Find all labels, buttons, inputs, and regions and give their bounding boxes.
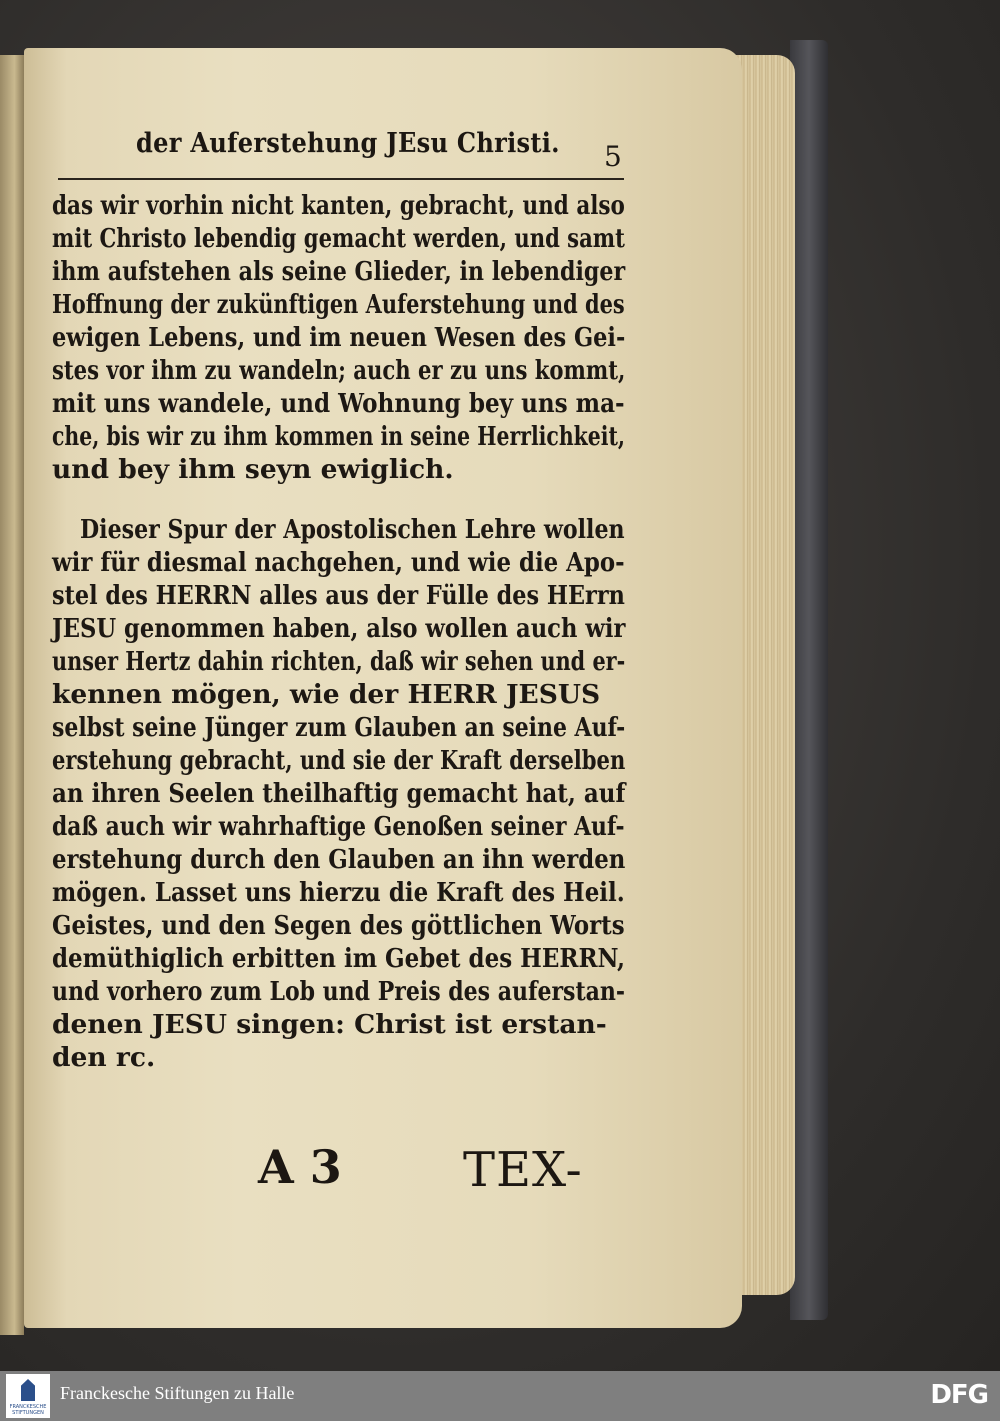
text-line: und vorhero zum Lob und Preis des auferstan- xyxy=(52,976,625,1007)
building-icon xyxy=(21,1379,35,1401)
dfg-logo-icon[interactable]: DFG xyxy=(930,1380,988,1410)
header-rule xyxy=(58,178,624,180)
text-line: das wir vorhin nicht kanten, gebracht, und also xyxy=(52,190,625,221)
text-line: stel des HERRN alles aus der Fülle des HErrn xyxy=(52,580,625,611)
text-line: unser Hertz dahin richten, daß wir sehen und er- xyxy=(52,646,626,677)
text-line: den rc. xyxy=(52,1042,156,1073)
footer-bar xyxy=(0,1371,1000,1421)
facing-page-edge xyxy=(0,55,24,1335)
text-line: Geistes, und den Segen des göttlichen Worts xyxy=(52,910,625,941)
catchword: TEX- xyxy=(463,1142,583,1198)
text-line: selbst seine Jünger zum Glauben an seine Auf- xyxy=(52,712,626,743)
text-line: und bey ihm seyn ewiglich. xyxy=(52,454,454,485)
text-line: wir für diesmal nachgehen, und wie die Apo- xyxy=(52,547,625,578)
logo-text: FRANCKESCHE STIFTUNGEN xyxy=(9,1404,47,1416)
text-line: erstehung gebracht, und sie der Kraft derselben xyxy=(52,745,626,776)
institution-name: Franckesche Stiftungen zu Halle xyxy=(60,1383,295,1403)
page-number: 5 xyxy=(604,140,622,173)
text-line: daß auch wir wahrhaftige Genoßen seiner Auf- xyxy=(52,811,625,842)
text-line: erstehung durch den Glauben an ihn werden xyxy=(52,844,626,875)
text-line: demüthiglich erbitten im Gebet des HERRN, xyxy=(52,943,626,974)
book-cover-edge xyxy=(790,40,828,1320)
text-line: Hoffnung der zukünftigen Auferstehung und des xyxy=(52,289,625,320)
text-line: mit Christo lebendig gemacht werden, und samt xyxy=(52,223,625,254)
text-line: che, bis wir zu ihm kommen in seine Herrlichkeit, xyxy=(52,421,626,452)
text-line: mögen. Lasset uns hierzu die Kraft des Heil. xyxy=(52,877,625,908)
running-head: der Auferstehung JEsu Christi. xyxy=(136,128,560,159)
text-line: mit uns wandele, und Wohnung bey uns ma- xyxy=(52,388,625,419)
text-line: stes vor ihm zu wandeln; auch er zu uns kommt, xyxy=(52,355,626,386)
text-line: ewigen Lebens, und im neuen Wesen des Gei- xyxy=(52,322,626,353)
signature-mark: A 3 xyxy=(258,1140,342,1194)
text-line: kennen mögen, wie der HERR JESUS xyxy=(52,679,601,710)
text-line: ihm aufstehen als seine Glieder, in lebendiger xyxy=(52,256,626,287)
text-line: an ihren Seelen theilhaftig gemacht hat, auf xyxy=(52,778,626,809)
text-line: Dieser Spur der Apostolischen Lehre wollen xyxy=(80,514,625,545)
text-line: JESU genommen haben, also wollen auch wir xyxy=(52,613,626,644)
text-line: denen JESU singen: Christ ist erstan- xyxy=(52,1009,607,1040)
francke-logo-icon[interactable] xyxy=(6,1374,50,1418)
